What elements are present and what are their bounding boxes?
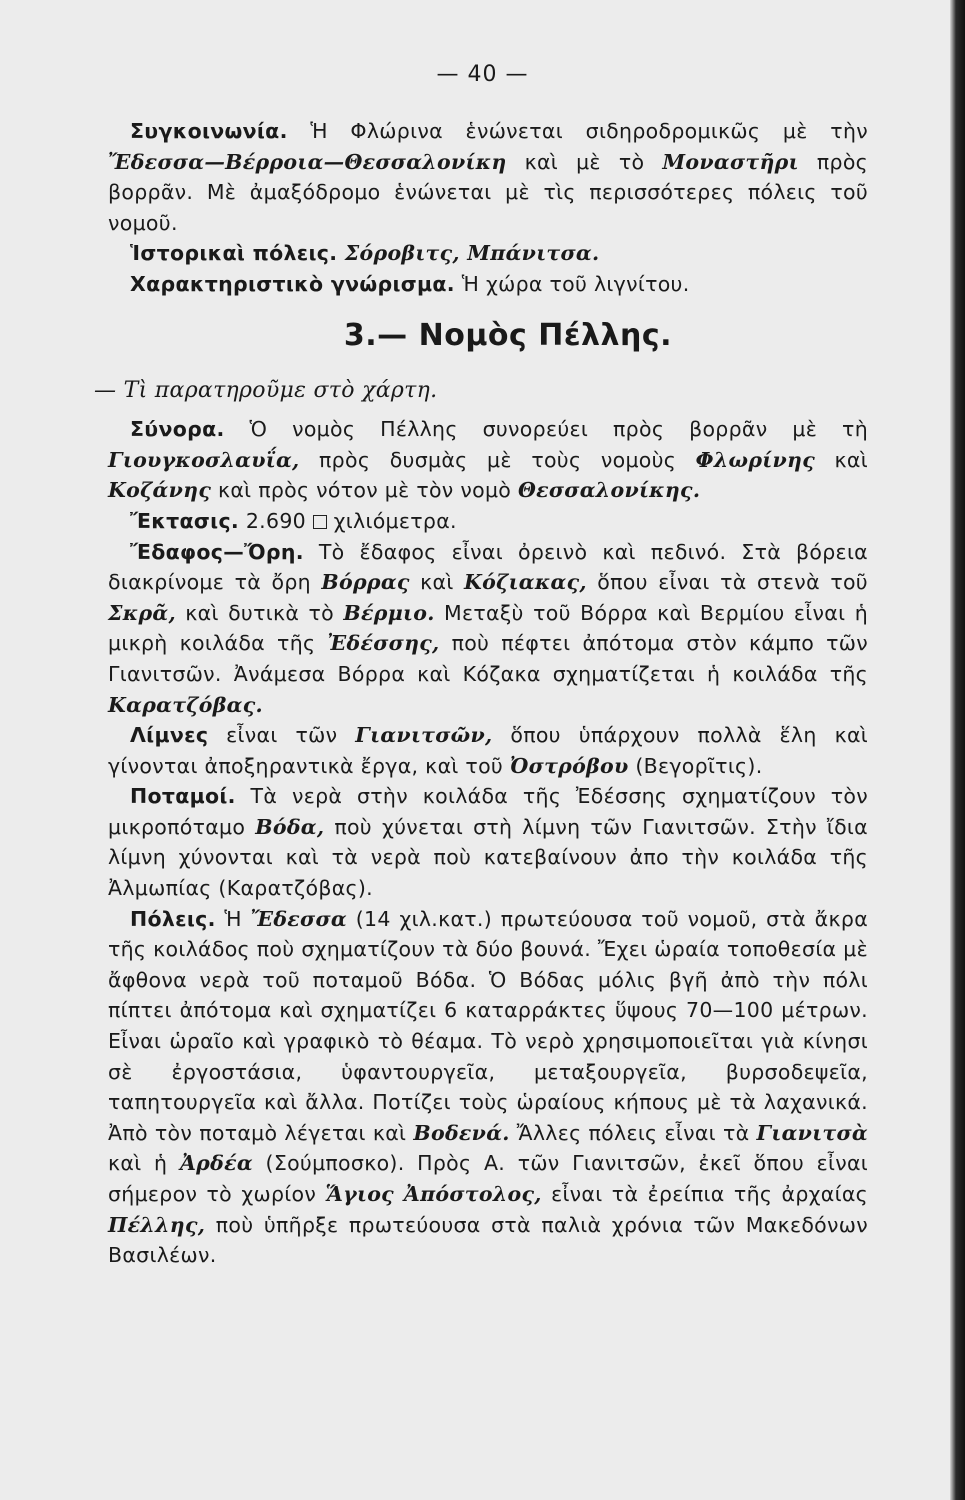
paragraph-borders: Σύνορα. Ὁ νομὸς Πέλλης συνορεύει πρὸς βορρᾶν μὲ τὴ Γιουγκοσλαυΐα, πρὸς δυσμὰς μὲ τοὺς νομοὺς Φλωρίνης καὶ Κοζάνης καὶ πρὸς νότον μὲ τὸν νομὸ Θεσσαλονίκης.	[108, 417, 868, 503]
section-subheading: — Τὶ παρατηροῦμε στὸ χάρτη.	[94, 377, 438, 403]
paragraph-characteristic: Χαρακτηριστικὸ γνώρισμα. Ἡ χώρα τοῦ λιγνίτου.	[130, 271, 690, 296]
section-heading: 3.— Νομὸς Πέλλης.	[343, 317, 673, 353]
paragraph-area: Ἔκτασις. 2.690 χιλιόμετρα.	[130, 508, 457, 533]
page-body	[94, 116, 869, 1271]
page-number: — 40 —	[436, 62, 529, 87]
paragraph-historic-towns: Ἱστορικαὶ πόλεις. Σόροβιτς, Μπάνιτσα.	[130, 241, 600, 266]
paragraph-cities: Πόλεις. Ἡ Ἔδεσσα (14 χιλ.κατ.) πρωτεύουσα τοῦ νομοῦ, στὰ ἄκρα τῆς κοιλάδος ποὺ σχηματίζουν τὰ δύο βουνά. Ἔχει ὡραία τοποθεσία μὲ ἄφθονα νερὰ τοῦ ποταμοῦ Βόδα. Ὁ Βόδας μόλις βγῆ ἀπὸ τὴν πόλι πίπτει ἀπότομα καὶ σχηματίζει 6 καταρράκτες ὕψους 70—100 μέτρων. Εἶναι ὡραῖο καὶ γραφικὸ τὸ θέαμα. Τὸ νερὸ χρησιμοποιεῖται γιὰ κίνησι σὲ ἐργοστάσια, ὑφαντουργεῖα, μεταξουργεῖα, βυρσοδεψεῖα, ταπητουργεῖα καὶ ἄλλα. Ποτίζει τοὺς ὡραίους κήπους μὲ τὰ λαχανικά. Ἀπὸ τὸν ποταμὸ λέγεται καὶ Βοδενά. Ἄλλες πόλεις εἶναι τὰ Γιανιτσὰ καὶ ἡ Ἀρδέα (Σούμποσκο). Πρὸς Α. τῶν Γιανιτσῶν, ἐκεῖ ὅπου εἶναι σήμερον τὸ χωρίον Ἅγιος Ἀπόστολος, εἶναι τὰ ἐρείπια τῆς ἀρχαίας Πέλλης, ποὺ ὑπῆρξε πρωτεύουσα στὰ παλιὰ χρόνια τῶν Μακεδόνων Βασιλέων.	[108, 906, 869, 1268]
paragraph-lakes: Λίμνες εἶναι τῶν Γιανιτσῶν, ὅπου ὑπάρχουν πολλὰ ἕλη καὶ γίνονται ἀποξηραντικὰ ἔργα, καὶ τοῦ Ὀστρόβου (Βεγορῖτις).	[108, 723, 868, 778]
paragraph-terrain: Ἔδαφος—Ὄρη. Τὸ ἔδαφος εἶναι ὀρεινὸ καὶ πεδινό. Στὰ βόρεια διακρίνομε τὰ ὄρη Βόρρας καὶ Κόζιακας, ὅπου εἶναι τὰ στενὰ τοῦ Σκρᾶ, καὶ δυτικὰ τὸ Βέρμιο. Μεταξὺ τοῦ Βόρρα καὶ Βερμίου εἶναι ἡ μικρὴ κοιλάδα τῆς Ἐδέσσης, ποὺ πέφτει ἀπότομα στὸν κάμπο τῶν Γιανιτσῶν. Ἀνάμεσα Βόρρα καὶ Κόζακα σχηματίζεται ἡ κοιλάδα τῆς Καρατζόβας.	[108, 539, 868, 717]
paragraph-rivers: Ποταμοί. Τὰ νερὰ στὴν κοιλάδα τῆς Ἐδέσσης σχηματίζουν τὸν μικροπόταμο Βόδα, ποὺ χύνεται στὴ λίμνη τῶν Γιανιτσῶν. Στὴν ἴδια λίμνη χύνονται καὶ τὰ νερὰ ποὺ κατεβαίνουν ἀπο τὴν κοιλάδα τῆς Ἀλμωπίας (Καρατζόβας).	[108, 784, 868, 901]
square-symbol-icon	[313, 515, 327, 529]
paragraph-communication: Συγκοινωνία. Ἡ Φλώρινα ἑνώνεται σιδηροδρομικῶς μὲ τὴν Ἔδεσσα—Βέρροια—Θεσσαλονίκη καὶ μὲ τὸ Μοναστῆρι πρὸς βορρᾶν. Μὲ ἀμαξόδρομο ἑνώνεται μὲ τὶς περισσότερες πόλεις τοῦ νομοῦ.	[108, 119, 869, 235]
book-spine-edge	[950, 0, 965, 1500]
